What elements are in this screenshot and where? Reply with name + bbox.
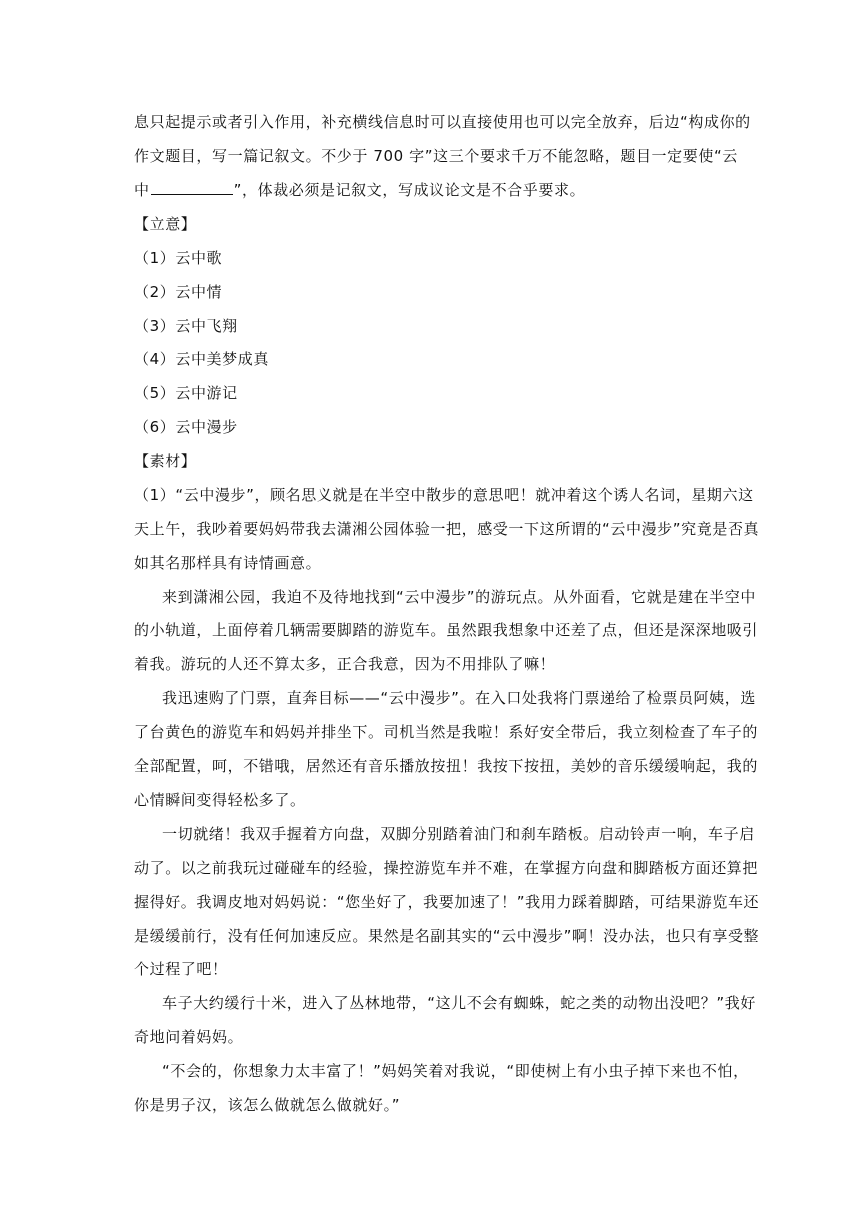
paragraph-3-line: 心情瞬间变得轻松多了。 [134, 791, 306, 809]
paragraph-5-line: 车子大约缓行十米，进入了丛林地带，“这儿不会有蜘蛛，蛇之类的动物出没吧？”我好 [162, 994, 756, 1012]
fill-in-blank [151, 180, 233, 195]
intro-line-3-suffix: ”，体裁必须是记叙文，写成议论文是不合乎要求。 [233, 181, 586, 199]
paragraph-4-line: 握得好。我调皮地对妈妈说：“您坐好了，我要加速了！”我用力踩着脚踏，可结果游览车还 [134, 893, 760, 911]
paragraph-1-line: 如其名那样具有诗情画意。 [134, 554, 322, 572]
paragraph-2-line: 的小轨道，上面停着几辆需要脚踏的游览车。虽然跟我想象中还差了点，但还是深深地吸引 [134, 621, 759, 639]
paragraph-2-line: 着我。游玩的人还不算太多，正合我意，因为不用排队了嘛！ [134, 655, 556, 673]
liyi-item: （1）云中歌 [134, 249, 223, 267]
liyi-item: （4）云中美梦成真 [134, 350, 269, 368]
intro-line-3-prefix: 中 [134, 181, 150, 199]
liyi-heading: 【立意】 [134, 215, 197, 233]
intro-line-3 [134, 180, 585, 200]
liyi-item: （5）云中游记 [134, 384, 238, 402]
liyi-item: （6）云中漫步 [134, 418, 238, 436]
sucai-heading: 【素材】 [134, 452, 197, 470]
paragraph-6-line: 你是男子汉，该怎么做就怎么做就好。” [134, 1096, 401, 1114]
paragraph-4-line: 个过程了吧！ [134, 960, 228, 978]
paragraph-6-line: “不会的，你想象力太丰富了！”妈妈笑着对我说，“即使树上有小虫子掉下来也不怕， [162, 1062, 749, 1080]
paragraph-4-line: 是缓缓前行，没有任何加速反应。果然是名副其实的“云中漫步”啊！没办法，也只有享受整 [134, 927, 760, 945]
paragraph-3-line: 我迅速购了门票，直奔目标——“云中漫步”。在入口处我将门票递给了检票员阿姨，选 [162, 689, 756, 707]
paragraph-5-line: 奇地问着妈妈。 [134, 1028, 244, 1046]
liyi-item: （3）云中飞翔 [134, 317, 238, 335]
paragraph-1-line: 天上午，我吵着要妈妈带我去潇湘公园体验一把，感受一下这所谓的“云中漫步”究竟是否真 [134, 520, 760, 538]
liyi-item: （2）云中情 [134, 283, 223, 301]
paragraph-3-line: 了台黄色的游览车和妈妈并排坐下。司机当然是我啦！系好安全带后，我立刻检查了车子的 [134, 723, 759, 741]
paragraph-2-line: 来到潇湘公园，我迫不及待地找到“云中漫步”的游玩点。从外面看，它就是建在半空中 [162, 588, 756, 606]
intro-line-1: 息只起提示或者引入作用，补充横线信息时可以直接使用也可以完全放弃，后边“构成你的 [134, 113, 751, 131]
paragraph-4-line: 动了。以之前我玩过碰碰车的经验，操控游览车并不难，在掌握方向盘和脚踏板方面还算把 [134, 859, 759, 877]
paragraph-4-line: 一切就绪！我双手握着方向盘，双脚分别踏着油门和刹车踏板。启动铃声一响，车子启 [162, 825, 755, 843]
paragraph-3-line: 全部配置，呵，不错哦，居然还有音乐播放按扭！我按下按扭，美妙的音乐缓缓响起，我的 [134, 757, 759, 775]
intro-line-2: 作文题目，写一篇记叙文。不少于 700 字”这三个要求千万不能忽略，题目一定要使“云 [134, 147, 738, 165]
paragraph-1-line: （1）“云中漫步”，顾名思义就是在半空中散步的意思吧！就冲着这个诱人名词，星期六这 [134, 486, 754, 504]
